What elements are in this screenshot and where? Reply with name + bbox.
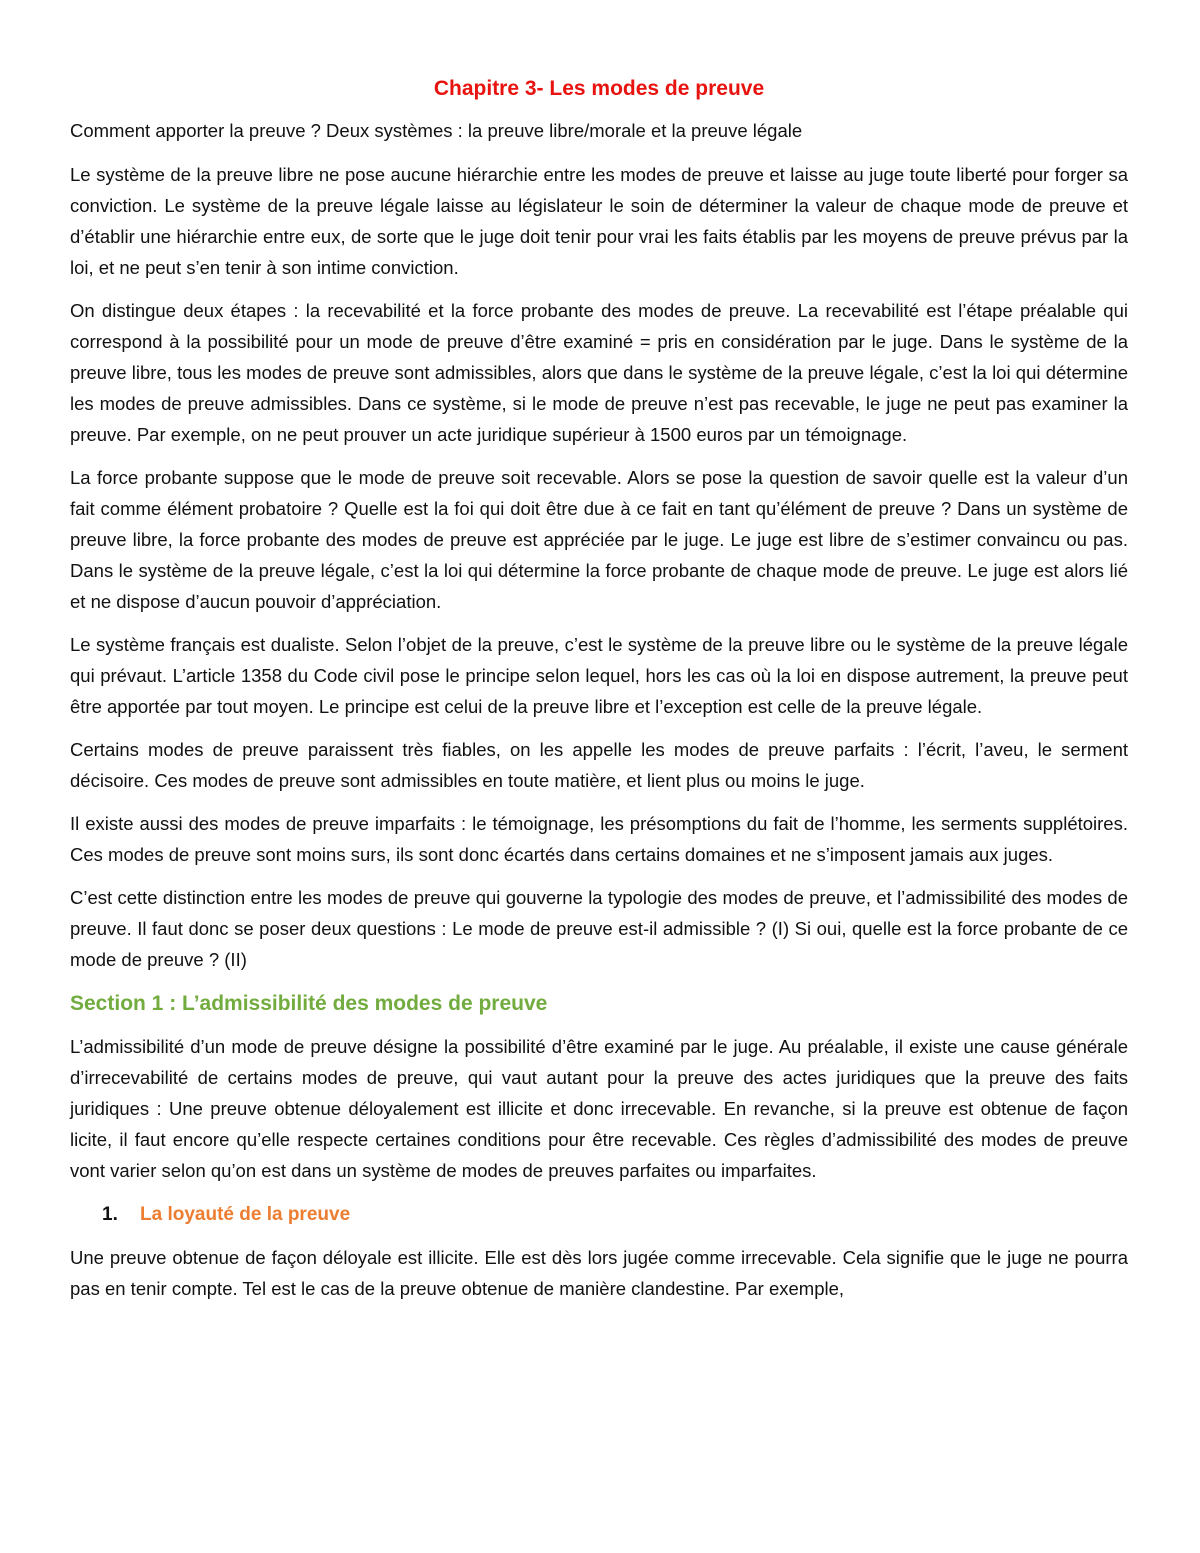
- paragraph-modes-imparfaits: Il existe aussi des modes de preuve imparfaits : le témoignage, les présomptions du fait de l’homme, les serments supplétoires. Ces modes de preuve sont moins surs, ils sont donc écartés dans certains domaines et ne s’imposent jamais aux juges.: [70, 813, 1128, 865]
- paragraph-distinction: C’est cette distinction entre les modes de preuve qui gouverne la typologie des modes de preuve, et l’admissibilité des modes de preuve. Il faut donc se poser deux questions : Le mode de preuve est-il admissible ? (I) Si oui, quelle est la force probante de ce mode de preuve ? (II): [70, 887, 1128, 970]
- paragraph-loyaute: Une preuve obtenue de façon déloyale est illicite. Elle est dès lors jugée comme irrecevable. Cela signifie que le juge ne pourra pas en tenir compte. Tel est le cas de la preuve obtenue de manière clandestine. Par exemple,: [70, 1247, 1128, 1299]
- subsection-loyaute-heading: [102, 1198, 1128, 1232]
- paragraph-recevabilite: On distingue deux étapes : la recevabilité et la force probante des modes de preuve. La recevabilité est l’étape préalable qui correspond à la possibilité pour un mode de preuve d’être examiné = pris en considération par le juge. Dans le système de la preuve libre, tous les modes de preuve sont admissibles, alors que dans le système de la preuve légale, c’est la loi qui détermine les modes de preuve admissibles. Dans ce système, si le mode de preuve n’est pas recevable, le juge ne peut pas examiner la preuve. Par exemple, on ne peut prouver un acte juridique supérieur à 1500 euros par un témoignage.: [70, 300, 1128, 445]
- paragraph-modes-parfaits: Certains modes de preuve paraissent très fiables, on les appelle les modes de preuve parfaits : l’écrit, l’aveu, le serment décisoire. Ces modes de preuve sont admissibles en toute matière, et lient plus ou moins le juge.: [70, 739, 1128, 791]
- paragraph-admissibilite: L’admissibilité d’un mode de preuve désigne la possibilité d’être examiné par le juge. Au préalable, il existe une cause générale d’irrecevabilité de certains modes de preuve, qui vaut autant pour la preuve des actes juridiques que la preuve des faits juridiques : Une preuve obtenue déloyalement est illicite et donc irrecevable. En revanche, si la preuve est obtenue de façon licite, il faut encore qu’elle respecte certaines conditions pour être recevable. Ces règles d’admissibilité des modes de preuve vont varier selon qu’on est dans un système de modes de preuves parfaites ou imparfaites.: [70, 1036, 1128, 1181]
- subsection-number: 1.: [102, 1204, 118, 1225]
- intro-line: Comment apporter la preuve ? Deux systèmes : la preuve libre/morale et la preuve légale: [70, 120, 803, 141]
- paragraph-force-probante: La force probante suppose que le mode de preuve soit recevable. Alors se pose la question de savoir quelle est la valeur d’un fait comme élément probatoire ? Quelle est la foi qui doit être due à ce fait en tant qu’élément de preuve ? Dans un système de preuve libre, la force probante des modes de preuve est appréciée par le juge. Le juge est libre de s’estimer convaincu ou pas. Dans le système de la preuve légale, c’est la loi qui détermine la force probante de chaque mode de preuve. Le juge est alors lié et ne dispose d’aucun pouvoir d’appréciation.: [70, 467, 1128, 612]
- subsection-title: La loyauté de la preuve: [140, 1204, 351, 1225]
- paragraph-systeme-francais: Le système français est dualiste. Selon l’objet de la preuve, c’est le système de la preuve libre ou le système de la preuve légale qui prévaut. L’article 1358 du Code civil pose le principe selon lequel, hors les cas où la loi en dispose autrement, la preuve peut être apportée par tout moyen. Le principe est celui de la preuve libre et l’exception est celle de la preuve légale.: [70, 634, 1128, 717]
- paragraph-preuve-libre: Le système de la preuve libre ne pose aucune hiérarchie entre les modes de preuve et laisse au juge toute liberté pour forger sa conviction. Le système de la preuve légale laisse au législateur le soin de déterminer la valeur de chaque mode de preuve et d’établir une hiérarchie entre eux, de sorte que le juge doit tenir pour vrai les faits établis par les moyens de preuve prévus par la loi, et ne peut s’en tenir à son intime conviction.: [70, 164, 1128, 278]
- chapter-title: Chapitre 3- Les modes de preuve: [433, 77, 765, 100]
- section-1-heading: Section 1 : L’admissibilité des modes de preuve: [70, 992, 548, 1015]
